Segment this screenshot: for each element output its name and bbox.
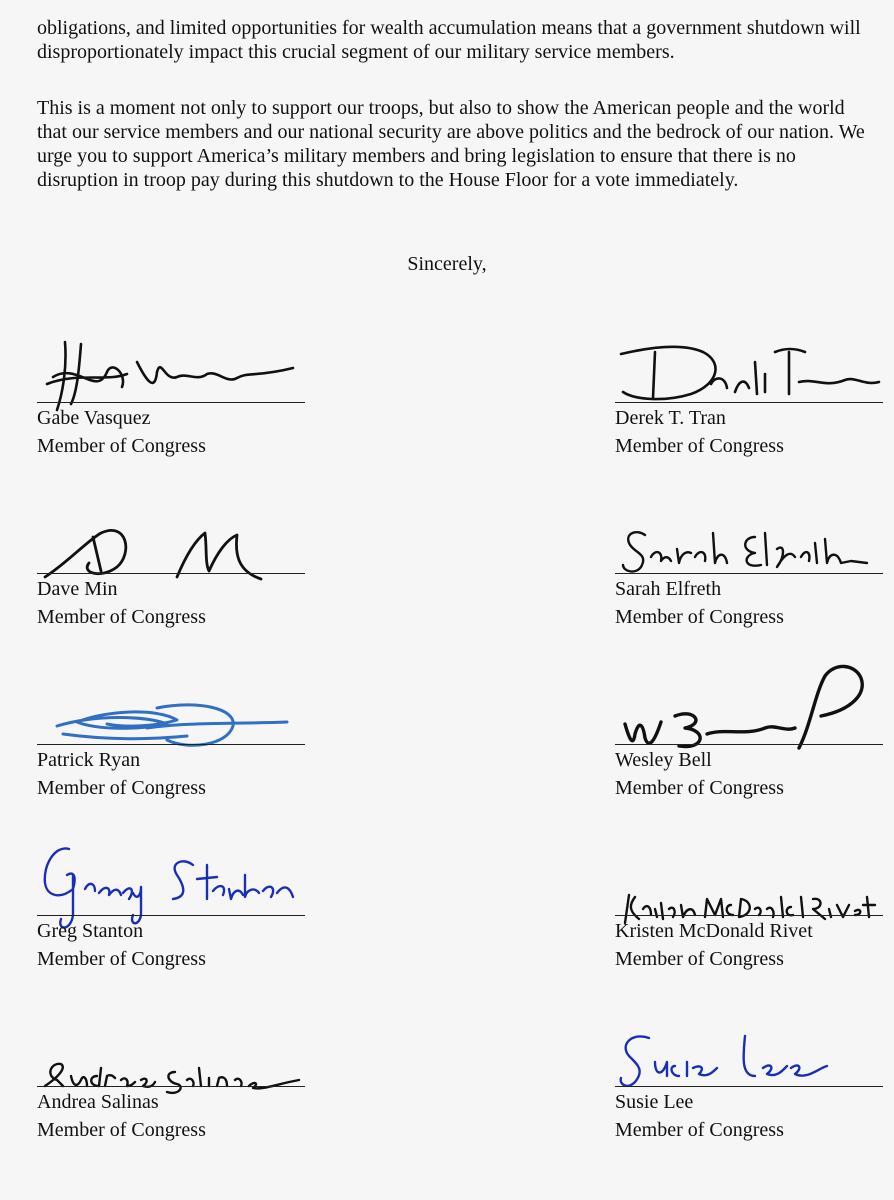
signatory-title: Member of Congress (37, 777, 206, 799)
signatory-title: Member of Congress (37, 435, 206, 457)
signatory-title: Member of Congress (615, 948, 784, 970)
signatory-title: Member of Congress (37, 948, 206, 970)
handwritten-signature (37, 1006, 309, 1096)
signatory-title: Member of Congress (615, 777, 784, 799)
signatory-name: Greg Stanton (37, 920, 144, 942)
signatory-title: Member of Congress (615, 606, 784, 628)
signatory-title: Member of Congress (37, 606, 206, 628)
signatory-name: Andrea Salinas (37, 1091, 159, 1113)
signatory-title: Member of Congress (615, 435, 784, 457)
signatory-name: Susie Lee (615, 1091, 694, 1113)
signatory-title: Member of Congress (37, 1119, 206, 1141)
handwritten-signature (615, 664, 887, 754)
letter-paragraph: This is a moment not only to support our troops, but also to show the American people and the world that our service members and our national security are above politics and the bedrock of our nation. We urge you to support America’s military members and bring legislation to ensure that there is no disruption in troop pay during this shutdown to the House Floor for a vote immediately. (37, 97, 865, 191)
signatory-title: Member of Congress (615, 1119, 784, 1141)
signatory-name: Derek T. Tran (615, 407, 726, 429)
signatory-name: Gabe Vasquez (37, 407, 151, 429)
letter-paragraph: obligations, and limited opportunities for wealth accumulation means that a government shutdown will disproportionately impact this crucial segment of our military service members. (37, 17, 861, 63)
handwritten-signature (615, 1006, 887, 1096)
handwritten-signature (615, 493, 887, 583)
signatory-name: Kristen McDonald Rivet (615, 920, 813, 942)
signatory-name: Sarah Elfreth (615, 578, 722, 600)
handwritten-signature (37, 322, 309, 412)
signatory-name: Patrick Ryan (37, 749, 141, 771)
signatory-name: Wesley Bell (615, 749, 712, 771)
handwritten-signature (37, 664, 309, 754)
handwritten-signature (37, 493, 309, 583)
handwritten-signature (615, 835, 887, 925)
letter-closing: Sincerely, (407, 253, 487, 275)
signatory-name: Dave Min (37, 578, 118, 600)
handwritten-signature (37, 835, 309, 925)
handwritten-signature (615, 322, 887, 412)
